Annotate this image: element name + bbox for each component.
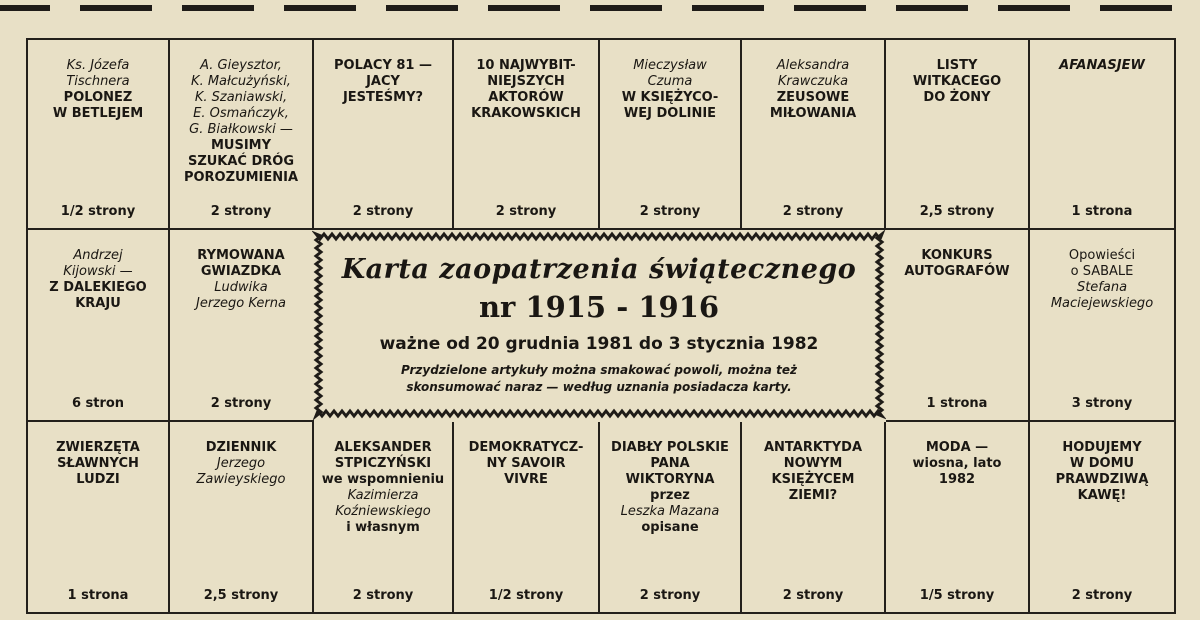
cell-title: Opowieści o SABALE	[1068, 248, 1136, 279]
cell-pages: 2 strony	[782, 588, 844, 603]
coupon-cell	[454, 40, 600, 230]
cell-title: ALEKSANDER STPICZYŃSKI we wspomnieniu	[321, 440, 445, 487]
coupon-cell	[1030, 40, 1174, 230]
cell-title: POLACY 81 — JACY JESTEŚMY?	[333, 58, 433, 105]
cell-author: Stefana Maciejewskiego	[1050, 280, 1154, 311]
cell-author: Aleksandra Krawczuka	[776, 58, 850, 89]
coupon-cell	[600, 422, 742, 612]
cell-pages: 2 strony	[639, 204, 701, 219]
cell-pages: 2 strony	[210, 396, 272, 411]
coupon-cell	[600, 40, 742, 230]
cell-pages: 6 stron	[71, 396, 125, 411]
coupon-cell	[314, 40, 454, 230]
cell-title: RYMOWANA GWIAZDKA	[197, 248, 285, 279]
ration-card-label	[312, 230, 886, 420]
cell-author: Leszka Mazana	[620, 504, 720, 519]
cell-pages: 2 strony	[782, 204, 844, 219]
cell-title: W KSIĘŻYCO- WEJ DOLINIE	[621, 90, 719, 121]
cell-pages: 2,5 strony	[919, 204, 995, 219]
cell-pages: 3 strony	[1071, 396, 1133, 411]
cell-author: AFANASJEW	[1059, 58, 1145, 73]
coupon-cell	[742, 422, 886, 612]
coupon-cell	[886, 422, 1030, 612]
cell-author: Mieczysław Czuma	[633, 58, 707, 89]
cell-pages: 2 strony	[352, 204, 414, 219]
coupon-cell	[28, 230, 170, 422]
cell-pages: 1/5 strony	[919, 588, 995, 603]
card-title: Karta zaopatrzenia świątecznego	[341, 254, 857, 285]
cell-title: Z DALEKIEGO KRAJU	[49, 280, 147, 311]
cell-author: Ks. Józefa Tischnera	[66, 58, 130, 89]
cell-title: DZIENNIK	[205, 440, 277, 455]
cell-title: POLONEZ W BETLEJEM	[52, 90, 144, 121]
card-note: Przydzielone artykuły można smakować powoli, można też skonsumować naraz — według uznania posiadacza karty.	[401, 363, 797, 394]
coupon-cell	[314, 422, 454, 612]
cell-title: ZEUSOWE MIŁOWANIA	[769, 90, 857, 121]
cell-pages: 2 strony	[210, 204, 272, 219]
cell-pages: 1 strona	[1071, 204, 1133, 219]
coupon-cell	[170, 230, 314, 422]
cell-author: Andrzej Kijowski —	[63, 248, 133, 279]
cell-author: Ludwika Jerzego Kerna	[196, 280, 286, 311]
cell-pages: 1 strona	[67, 588, 129, 603]
cell-title: DIABŁY POLSKIE PANA WIKTORYNA przez	[611, 440, 729, 503]
cell-title: ANTARKTYDA NOWYM KSIĘŻYCEM ZIEMI?	[763, 440, 863, 503]
cut-line	[0, 0, 1200, 20]
cell-title: DEMOKRATYCZ- NY SAVOIR VIVRE	[468, 440, 584, 487]
cell-pages: 2 strony	[495, 204, 557, 219]
cell-pages: 2 strony	[1071, 588, 1133, 603]
cell-pages: 2 strony	[352, 588, 414, 603]
cell-author: Jerzego Zawieyskiego	[196, 456, 286, 487]
coupon-cell	[1030, 230, 1174, 422]
cell-title: LISTY WITKACEGO DO ŻONY	[912, 58, 1002, 105]
cell-title-extra: opisane	[641, 520, 699, 535]
cell-title: KONKURS AUTOGRAFÓW	[904, 248, 1010, 279]
coupon-cell	[742, 40, 886, 230]
coupon-cell	[886, 40, 1030, 230]
cell-title: HODUJEMY W DOMU PRAWDZIWĄ KAWĘ!	[1055, 440, 1149, 503]
cell-title: 10 NAJWYBIT- NIEJSZYCH AKTORÓW KRAKOWSKICH	[471, 58, 581, 121]
cell-pages: 1/2 strony	[60, 204, 136, 219]
cell-pages: 2,5 strony	[203, 588, 279, 603]
cell-title-extra: i własnym	[346, 520, 420, 535]
cell-author: Kazimierza Koźniewskiego	[335, 488, 431, 519]
cell-title: ZWIERZĘTA SŁAWNYCH LUDZI	[56, 440, 140, 487]
cell-title: MODA — wiosna, lato 1982	[912, 440, 1002, 487]
cell-pages: 1/2 strony	[488, 588, 564, 603]
coupon-cell	[170, 40, 314, 230]
card-number: nr 1915 - 1916	[478, 290, 720, 324]
coupon-cell	[28, 422, 170, 612]
coupon-cell	[454, 422, 600, 612]
coupon-cell	[170, 422, 314, 612]
cell-title: MUSIMY SZUKAĆ DRÓG POROZUMIENIA	[183, 138, 299, 185]
cell-pages: 2 strony	[639, 588, 701, 603]
coupon-cell	[886, 230, 1030, 422]
coupon-cell	[1030, 422, 1174, 612]
card-validity: ważne od 20 grudnia 1981 do 3 stycznia 1982	[379, 334, 819, 354]
cell-pages: 1 strona	[926, 396, 988, 411]
coupon-cell	[28, 40, 170, 230]
cell-author: A. Gieysztor, K. Małcużyński, K. Szaniawski, E. Osmańczyk, G. Białkowski —	[189, 58, 293, 137]
